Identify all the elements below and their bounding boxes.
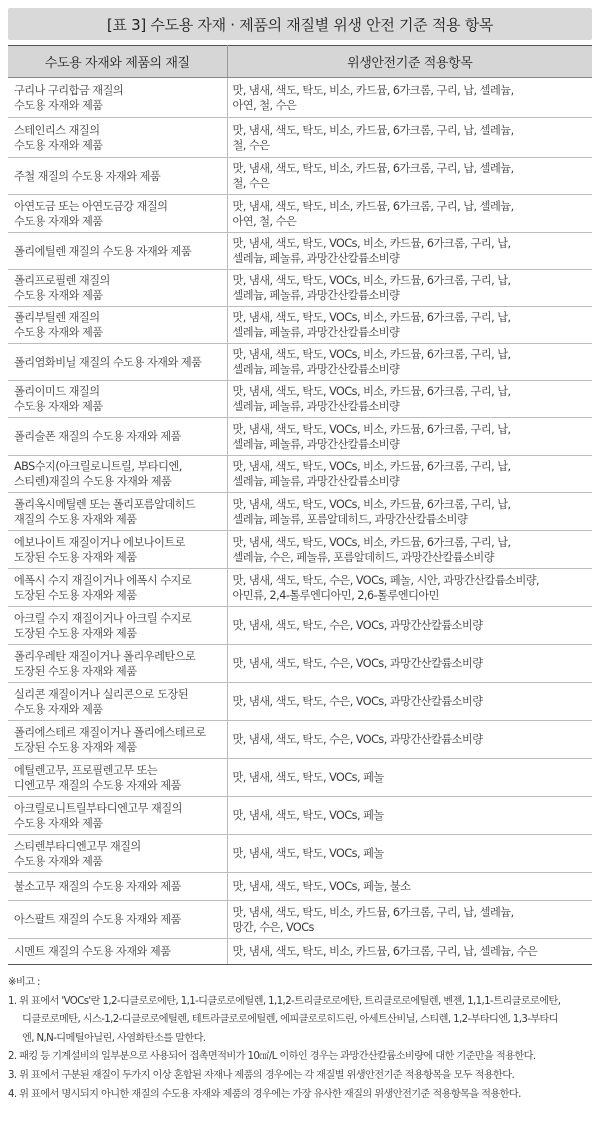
- table-row: [8, 418, 592, 456]
- table-row: [8, 607, 592, 645]
- table-header-row: [8, 46, 592, 78]
- material-cell: 불소고무 재질의 수도용 자재와 제품: [8, 873, 227, 901]
- items-cell: 맛, 냄새, 색도, 탁도, 비소, 카드뮴, 6가크롬, 구리, 납, 셀레늄, 망간, 수은, VOCs: [227, 901, 592, 939]
- notes-lines: [8, 993, 592, 1105]
- items-cell: 맛, 냄새, 색도, 탁도, VOCs, 비소, 카드뮴, 6가크롬, 구리, 납, 셀레늄, 페놀류, 과망간산칼륨소비량: [227, 381, 592, 418]
- material-cell: 폴리에스테르 재질이거나 폴리에스테르로 도장된 수도용 자재와 제품: [8, 721, 227, 759]
- table-row: [8, 645, 592, 683]
- table-row: [8, 78, 592, 118]
- table-body: [8, 78, 592, 965]
- table-row: [8, 721, 592, 759]
- items-cell: 맛, 냄새, 색도, 탁도, VOCs, 비소, 카드뮴, 6가크롬, 구리, 납, 셀레늄, 페놀류, 포름알데히드, 과망간산칼륨소비량: [227, 493, 592, 531]
- table-row: [8, 270, 592, 307]
- items-cell: 맛, 냄새, 색도, 탁도, VOCs, 비소, 카드뮴, 6가크롬, 구리, 납, 셀레늄, 수은, 페놀류, 포름알데히드, 과망간산칼륨소비량: [227, 531, 592, 569]
- items-cell: 맛, 냄새, 색도, 탁도, VOCs, 비소, 카드뮴, 6가크롬, 구리, 납, 셀레늄, 페놀류, 과망간산칼륨소비량: [227, 233, 592, 270]
- items-cell: 맛, 냄새, 색도, 탁도, VOCs, 페놀: [227, 797, 592, 835]
- table-row: [8, 759, 592, 797]
- material-cell: 구리나 구리합금 재질의 수도용 자재와 제품: [8, 78, 227, 118]
- material-cell: 폴리옥시메틸렌 또는 폴리포름알데히드 재질의 수도용 자재와 제품: [8, 493, 227, 531]
- table-row: [8, 531, 592, 569]
- material-cell: 폴리에틸렌 재질의 수도용 자재와 제품: [8, 233, 227, 270]
- items-cell: 맛, 냄새, 색도, 탁도, VOCs, 페놀, 불소: [227, 873, 592, 901]
- items-cell: 맛, 냄새, 색도, 탁도, 비소, 카드뮴, 6가크롬, 구리, 납, 셀레늄, 아연, 철, 수은: [227, 195, 592, 233]
- table-row: [8, 233, 592, 270]
- material-cell: 아스팔트 재질의 수도용 자재와 제품: [8, 901, 227, 939]
- table-row: [8, 835, 592, 873]
- material-cell: ABS수지(아크릴로니트릴, 부타디엔, 스티렌)재질의 수도용 자재와 제품: [8, 456, 227, 493]
- table-row: [8, 493, 592, 531]
- table-row: [8, 797, 592, 835]
- table-row: [8, 456, 592, 493]
- items-cell: 맛, 냄새, 색도, 탁도, VOCs, 비소, 카드뮴, 6가크롬, 구리, 납, 셀레늄, 페놀류, 과망간산칼륨소비량: [227, 418, 592, 456]
- table-row: [8, 939, 592, 965]
- material-cell: 스티렌부타디엔고무 재질의 수도용 자재와 제품: [8, 835, 227, 873]
- items-cell: 맛, 냄새, 색도, 탁도, 수은, VOCs, 과망간산칼륨소비량: [227, 683, 592, 721]
- table-row: [8, 158, 592, 195]
- table-row: [8, 118, 592, 158]
- items-cell: 맛, 냄새, 색도, 탁도, VOCs, 비소, 카드뮴, 6가크롬, 구리, 납, 셀레늄, 페놀류, 과망간산칼륨소비량: [227, 307, 592, 344]
- table-row: [8, 683, 592, 721]
- table-row: [8, 873, 592, 901]
- material-cell: 시멘트 재질의 수도용 자재와 제품: [8, 939, 227, 965]
- material-cell: 폴리우레탄 재질이거나 폴리우레탄으로 도장된 수도용 자재와 제품: [8, 645, 227, 683]
- material-cell: 아연도금 또는 아연도금강 재질의 수도용 자재와 제품: [8, 195, 227, 233]
- items-cell: 맛, 냄새, 색도, 탁도, 수은, VOCs, 페놀, 시안, 과망간산칼륨소비량, 아민류, 2,4-톨루엔디아민, 2,6-톨루엔디아민: [227, 569, 592, 607]
- standards-table: [8, 45, 592, 965]
- items-cell: 맛, 냄새, 색도, 탁도, 수은, VOCs, 과망간산칼륨소비량: [227, 645, 592, 683]
- material-cell: 폴리이미드 재질의 수도용 자재와 제품: [8, 381, 227, 418]
- items-cell: 맛, 냄새, 색도, 탁도, VOCs, 페놀: [227, 759, 592, 797]
- material-cell: 폴리술폰 재질의 수도용 자재와 제품: [8, 418, 227, 456]
- header-items: 위생안전기준 적용항목: [227, 46, 592, 78]
- table-row: [8, 381, 592, 418]
- notes-section: [8, 974, 592, 1104]
- material-cell: 폴리프로필렌 재질의 수도용 자재와 제품: [8, 270, 227, 307]
- material-cell: 폴리염화비닐 재질의 수도용 자재와 제품: [8, 344, 227, 381]
- items-cell: 맛, 냄새, 색도, 탁도, VOCs, 비소, 카드뮴, 6가크롬, 구리, 납, 셀레늄, 페놀류, 과망간산칼륨소비량: [227, 344, 592, 381]
- material-cell: 에보나이트 재질이거나 에보나이트로 도장된 수도용 자재와 제품: [8, 531, 227, 569]
- material-cell: 주철 재질의 수도용 자재와 제품: [8, 158, 227, 195]
- notes-heading: ※비고 :: [8, 977, 40, 988]
- header-material: 수도용 자재와 제품의 재질: [8, 46, 227, 78]
- note-line: 3. 위 표에서 구분된 재질이 두가지 이상 혼합된 자재나 제품의 경우에는 각 재질별 위생안전기준 적용항목을 모두 적용한다.: [8, 1069, 515, 1081]
- material-cell: 에폭시 수지 재질이거나 에폭시 수지로 도장된 수도용 자재와 제품: [8, 569, 227, 607]
- items-cell: 맛, 냄새, 색도, 탁도, VOCs, 비소, 카드뮴, 6가크롬, 구리, 납, 셀레늄, 페놀류, 과망간산칼륨소비량: [227, 270, 592, 307]
- note-line: 1. 위 표에서 'VOCs'란 1,2-디클로로에탄, 1,1-디클로로에틸렌, 1,1,2-트리클로로에탄, 트리클로로에틸렌, 벤젠, 1,1,1-트리클로로에탄,: [8, 995, 561, 1007]
- items-cell: 맛, 냄새, 색도, 탁도, 비소, 카드뮴, 6가크롬, 구리, 납, 셀레늄, 철, 수은: [227, 158, 592, 195]
- items-cell: 맛, 냄새, 색도, 탁도, 비소, 카드뮴, 6가크롬, 구리, 납, 셀레늄, 철, 수은: [227, 118, 592, 158]
- material-cell: 실리콘 재질이거나 실리콘으로 도장된 수도용 자재와 제품: [8, 683, 227, 721]
- items-cell: 맛, 냄새, 색도, 탁도, VOCs, 페놀: [227, 835, 592, 873]
- document-page: [8, 0, 592, 1104]
- items-cell: 맛, 냄새, 색도, 탁도, 수은, VOCs, 과망간산칼륨소비량: [227, 721, 592, 759]
- material-cell: 스테인리스 재질의 수도용 자재와 제품: [8, 118, 227, 158]
- material-cell: 에틸렌고무, 프로필렌고무 또는 디엔고무 재질의 수도용 자재와 제품: [8, 759, 227, 797]
- note-line: 2. 패킹 등 기계설비의 일부분으로 사용되어 접촉면적비가 10㎠/L 이하인 경우는 과망간산칼륨소비량에 대한 기준만을 적용한다.: [8, 1051, 536, 1063]
- items-cell: 맛, 냄새, 색도, 탁도, 수은, VOCs, 과망간산칼륨소비량: [227, 607, 592, 645]
- table-row: [8, 307, 592, 344]
- items-cell: 맛, 냄새, 색도, 탁도, VOCs, 비소, 카드뮴, 6가크롬, 구리, 납, 셀레늄, 페놀류, 과망간산칼륨소비량: [227, 456, 592, 493]
- table-title-bar: [8, 8, 592, 40]
- material-cell: 폴리부틸렌 재질의 수도용 자재와 제품: [8, 307, 227, 344]
- items-cell: 맛, 냄새, 색도, 탁도, 비소, 카드뮴, 6가크롬, 구리, 납, 셀레늄, 아연, 철, 수은: [227, 78, 592, 118]
- note-line: 4. 위 표에서 명시되지 아니한 재질의 수도용 자재와 제품의 경우에는 가장 유사한 재질의 위생안전기준 적용항목을 적용한다.: [8, 1088, 521, 1100]
- table-row: [8, 344, 592, 381]
- items-cell: 맛, 냄새, 색도, 탁도, 비소, 카드뮴, 6가크롬, 구리, 납, 셀레늄, 수은: [227, 939, 592, 965]
- table-row: [8, 901, 592, 939]
- note-line: 디클로로메탄, 시스-1,2-디클로로에틸렌, 테트라클로로에틸렌, 에피클로로히드린, 아세트산비닐, 스티렌, 1,2-부타디엔, 1,3-부타디: [22, 1014, 559, 1026]
- table-row: [8, 569, 592, 607]
- table-title: [표 3] 수도용 자재 · 제품의 재질별 위생 안전 기준 적용 항목: [106, 15, 494, 34]
- note-line: 엔, N,N-디메틸아닐린, 사염화탄소를 말한다.: [22, 1032, 206, 1044]
- table-row: [8, 195, 592, 233]
- material-cell: 아크릴로니트릴부타디엔고무 재질의 수도용 자재와 제품: [8, 797, 227, 835]
- material-cell: 아크릴 수지 재질이거나 아크릴 수지로 도장된 수도용 자재와 제품: [8, 607, 227, 645]
